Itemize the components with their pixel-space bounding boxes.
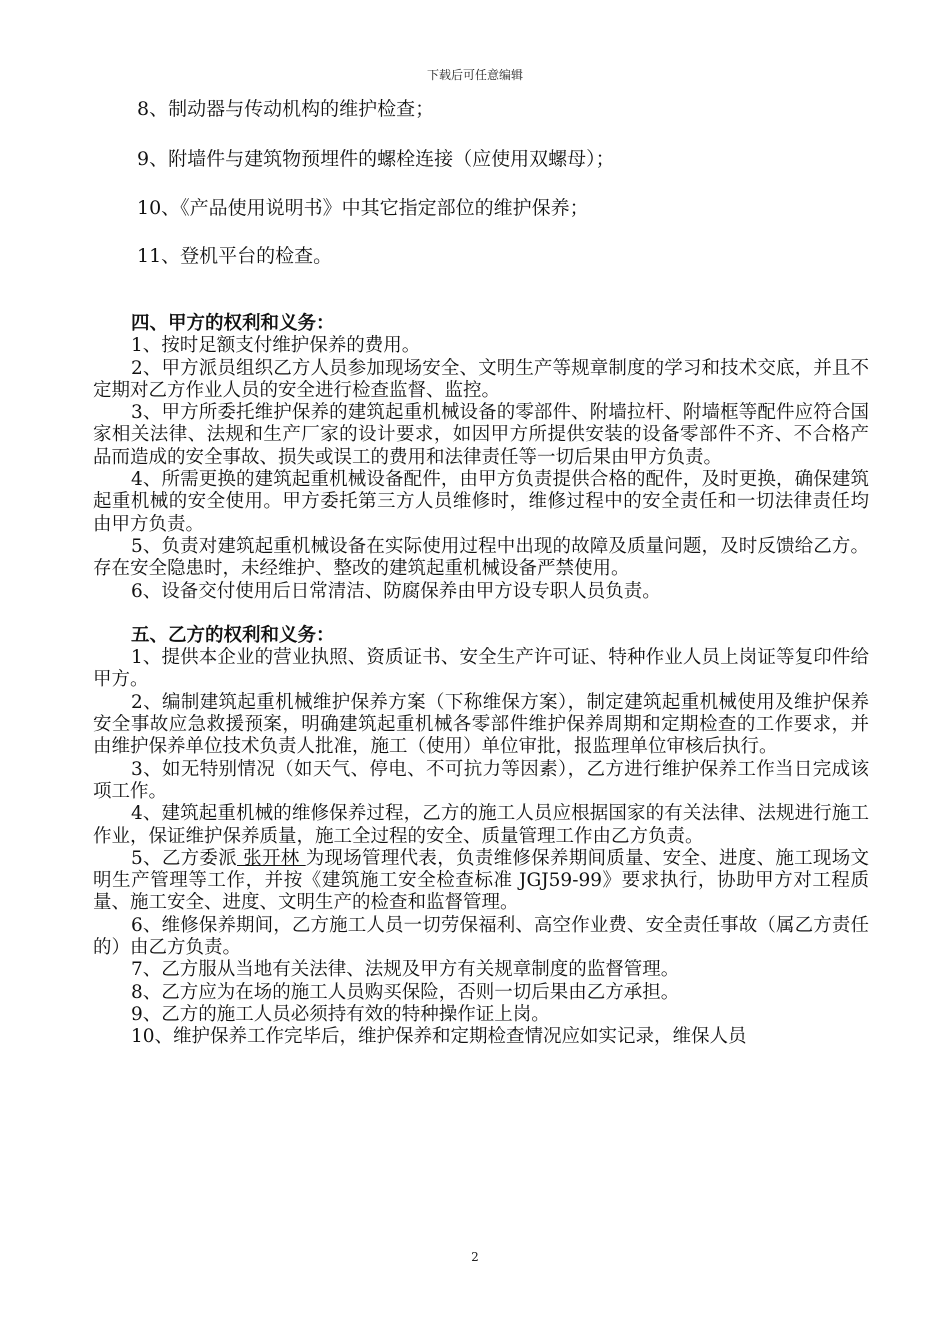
- section-heading: 五、乙方的权利和义务：: [131, 624, 335, 646]
- paragraph: 7、乙方服从当地有关法律、法规及甲方有关规章制度的监督管理。: [131, 959, 680, 981]
- paragraph-prefix: 5、乙方委派: [131, 847, 237, 869]
- paragraph: 1、提供本企业的营业执照、资质证书、安全生产许可证、特种作业人员上岗证等复印件给甲方。: [93, 647, 869, 691]
- paragraph: 3、如无特别情况（如天气、停电、不可抗力等因素），乙方进行维护保养工作当日完成该项工作。: [93, 758, 869, 802]
- paragraph: 1、按时足额支付维护保养的费用。: [131, 335, 421, 357]
- document-body: [93, 313, 869, 1049]
- page-number: 2: [471, 1250, 479, 1264]
- list-item: 11、登机平台的检查。: [137, 245, 333, 267]
- paragraph: 6、设备交付使用后日常清洁、防腐保养由甲方设专职人员负责。: [131, 580, 661, 602]
- representative-name: 张开林: [237, 847, 306, 869]
- paragraph-suffix: 为现场管理代表，负责维修保养期间质量、安全、进度、施工现场文明生产管理等工作，并按《建筑施工安全检查标准 JGJ59-99》要求执行，协助甲方对工程质量、施工安全、进度、文明生产的检查和监督管理。: [93, 847, 869, 914]
- paragraph: 9、乙方的施工人员必须持有效的特种操作证上岗。: [131, 1003, 550, 1025]
- paragraph: 10、维护保养工作完毕后，维护保养和定期检查情况应如实记录，维保人员: [131, 1026, 747, 1048]
- paragraph: 5、负责对建筑起重机械设备在实际使用过程中出现的故障及质量问题，及时反馈给乙方。存在安全隐患时，未经维护、整改的建筑起重机械设备严禁使用。: [93, 535, 869, 580]
- paragraph: 2、甲方派员组织乙方人员参加现场安全、文明生产等规章制度的学习和技术交底，并且不定期对乙方作业人员的安全进行检查监督、监控。: [93, 357, 869, 401]
- section-heading: 四、甲方的权利和义务：: [131, 313, 335, 334]
- paragraph: 3、甲方所委托维护保养的建筑起重机械设备的零部件、附墙拉杆、附墙框等配件应符合国家相关法律、法规和生产厂家的设计要求，如因甲方所提供安装的设备零部件不齐、不合格产品而造成的安全事故、损失或误工的费用和法律责任等一切后果由甲方负责。: [93, 402, 869, 468]
- paragraph: 4、建筑起重机械的维修保养过程，乙方的施工人员应根据国家的有关法律、法规进行施工作业，保证维护保养质量，施工全过程的安全、质量管理工作由乙方负责。: [93, 803, 869, 847]
- list-item: 9、附墙件与建筑物预埋件的螺栓连接（应使用双螺母）；: [137, 148, 615, 170]
- page-header: 下载后可任意编辑: [426, 68, 523, 82]
- paragraph: 8、乙方应为在场的施工人员购买保险，否则一切后果由乙方承担。: [131, 981, 680, 1003]
- paragraph: 6、维修保养期间，乙方施工人员一切劳保福利、高空作业费、安全责任事故（属乙方责任的）由乙方负责。: [93, 914, 869, 959]
- paragraph: [93, 848, 869, 915]
- list-item: 8、制动器与传动机构的维护检查；: [137, 98, 435, 120]
- list-item: 10、《产品使用说明书》中其它指定部位的维护保养；: [137, 197, 589, 219]
- paragraph: 4、所需更换的建筑起重机械设备配件，由甲方负责提供合格的配件，及时更换，确保建筑起重机械的安全使用。甲方委托第三方人员维修时，维修过程中的安全责任和一切法律责任均由甲方负责。: [93, 469, 869, 535]
- paragraph: 2、编制建筑起重机械维护保养方案（下称维保方案），制定建筑起重机械使用及维护保养安全事故应急救援预案，明确建筑起重机械各零部件维护保养周期和定期检查的工作要求，并由维护保养单位技术负责人批准，施工（使用）单位审批，报监理单位审核后执行。: [93, 691, 869, 758]
